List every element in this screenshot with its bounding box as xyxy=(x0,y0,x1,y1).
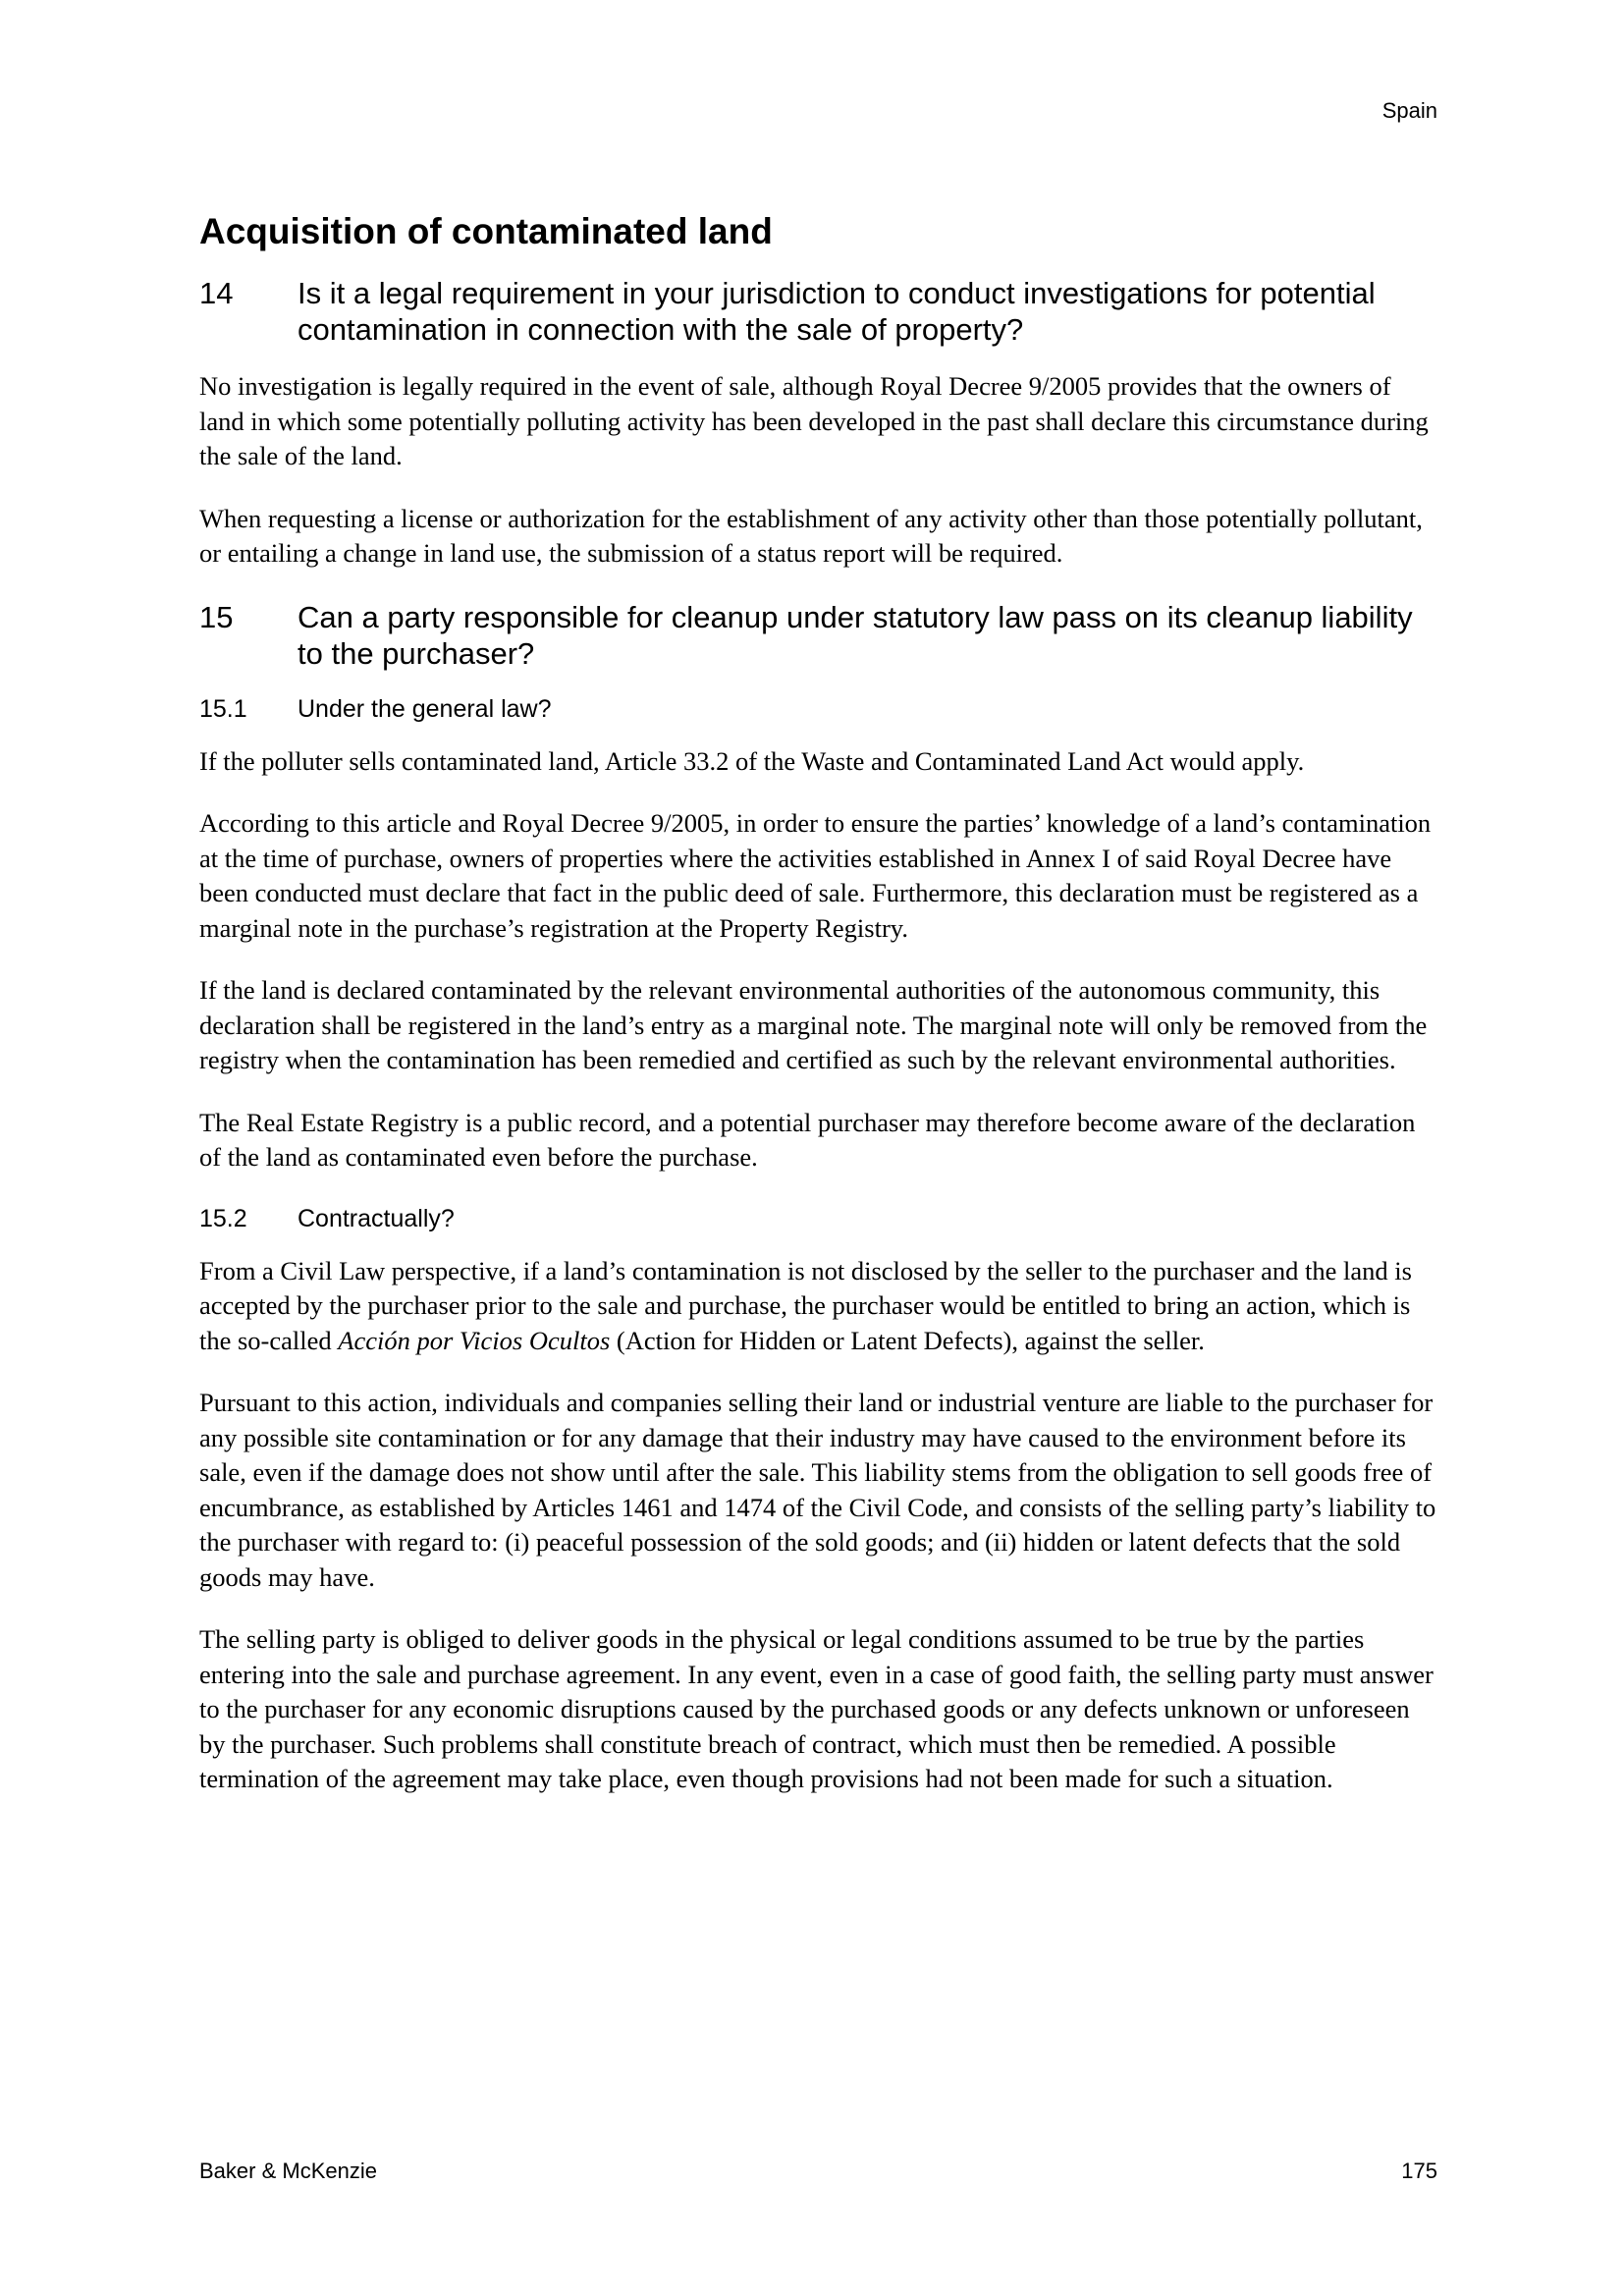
subquestion-15-2 xyxy=(199,1203,1436,1234)
subquestion-number: 15.1 xyxy=(199,694,247,723)
subquestion-number: 15.2 xyxy=(199,1204,247,1232)
italic-term: Acción por Vicios Ocultos xyxy=(338,1325,611,1355)
text-run: From a Civil Law perspective, if a land’s contamination is not disclosed by the seller to the purchaser and the land is accepted by the purchaser prior to the sale and purchase, the purchaser would be entitled to bring an action, which is the so-called xyxy=(199,1255,1412,1355)
paragraph: The Real Estate Registry is a public record, and a potential purchaser may therefore become aware of the declaration of the land as contaminated even before the purchase. xyxy=(199,1107,1416,1173)
paragraph: The selling party is obliged to deliver goods in the physical or legal conditions assumed to be true by the parties entering into the sale and purchase agreement. In any event, even in a case of good faith, the selling party must answer to the purchaser for any economic disruptions caused by the purchased goods or any defects unknown or unforeseen by the purchaser. Such problems shall constitute breach of contract, which must then be remedied. A possible termination of the agreement may take place, even though provisions had not been made for such a situation. xyxy=(199,1624,1434,1794)
question-number: 14 xyxy=(199,276,234,311)
section-title: Acquisition of contaminated land xyxy=(199,211,773,251)
question-15 xyxy=(199,599,1436,672)
paragraph: No investigation is legally required in the event of sale, although Royal Decree 9/2005 provides that the owners of land in which some potentially polluting activity has been developed in the past shall declare this circumstance during the sale of the land. xyxy=(199,371,1429,471)
paragraph xyxy=(199,1254,1436,1359)
subquestion-text: Under the general law? xyxy=(298,694,552,723)
text-run: (Action for Hidden or Latent Defects), against the seller. xyxy=(610,1325,1205,1355)
paragraph: If the land is declared contaminated by the relevant environmental authorities of the autonomous community, this declaration shall be registered in the land’s entry as a marginal note. The marginal note will only be removed from the registry when the contamination has been remedied and certified as such by the relevant environmental authorities. xyxy=(199,975,1428,1075)
paragraph: When requesting a license or authorization for the establishment of any activity other than those potentially pollutant, or entailing a change in land use, the submission of a status report will be required. xyxy=(199,503,1423,569)
paragraph: Pursuant to this action, individuals and companies selling their land or industrial venture are liable to the purchaser for any possible site contamination or for any damage that their industry may have caused to the environment before its sale, even if the damage does not show until after the sale. This liability stems from the obligation to sell goods free of encumbrance, as established by Articles 1461 and 1474 of the Civil Code, and consists of the selling party’s liability to the purchaser with regard to: (i) peaceful possession of the sold goods; and (ii) hidden or latent defects that the sold goods may have. xyxy=(199,1388,1436,1592)
footer-firm: Baker & McKenzie xyxy=(199,2159,377,2183)
page-number: 175 xyxy=(1401,2159,1437,2183)
paragraph: If the polluter sells contaminated land, Article 33.2 of the Waste and Contaminated Land Act would apply. xyxy=(199,745,1305,776)
page-content xyxy=(199,210,1436,1825)
paragraph: According to this article and Royal Decree 9/2005, in order to ensure the parties’ knowledge of a land’s contamination at the time of purchase, owners of properties where the activities established in Annex I of said Royal Decree have been conducted must declare that fact in the public deed of sale. Furthermore, this declaration must be registered as a marginal note in the purchase’s registration at the Property Registry. xyxy=(199,808,1432,943)
running-header: Spain xyxy=(1381,98,1437,123)
subquestion-15-1 xyxy=(199,693,1436,725)
question-text: Can a party responsible for cleanup under statutory law pass on its cleanup liability to the purchaser? xyxy=(298,599,1413,671)
question-text: Is it a legal requirement in your jurisdiction to conduct investigations for potential contamination in connection with the sale of property? xyxy=(298,276,1376,348)
question-14 xyxy=(199,275,1436,348)
subquestion-text: Contractually? xyxy=(298,1204,455,1232)
question-number: 15 xyxy=(199,599,234,634)
